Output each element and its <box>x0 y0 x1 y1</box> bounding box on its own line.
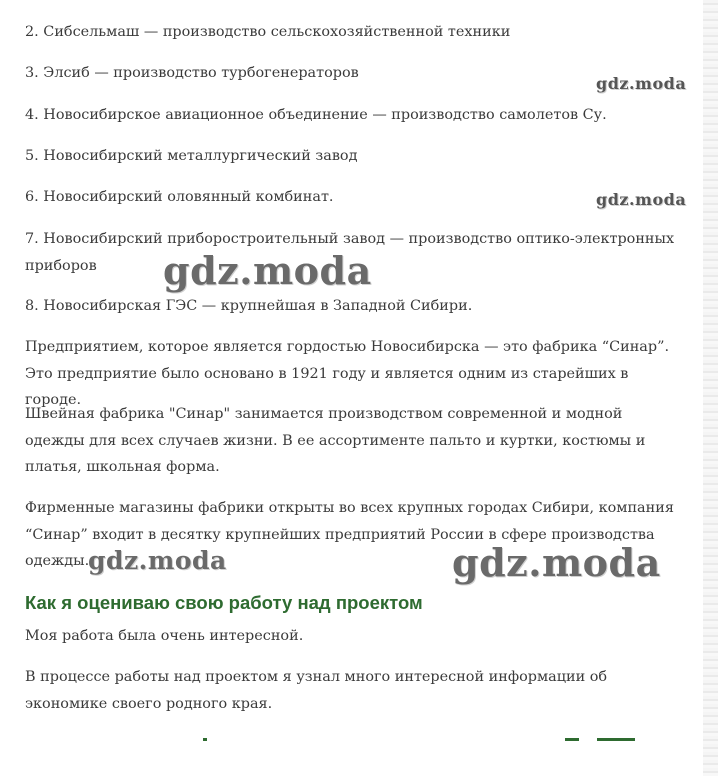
paragraph-sinar-products: Швейная фабрика "Синар" занимается производством современной и модной одежды для всех случаев жизни. В ее ассортименте пальто и куртки, костюмы и платья, школьная форма. <box>25 406 646 475</box>
watermark-logo: gdz.moda <box>163 248 372 293</box>
list-item-3: 3. Элсиб — производство турбогенераторов <box>25 65 359 81</box>
list-item-4: 4. Новосибирское авиационное объединение — производство самолетов Су. <box>25 107 607 123</box>
page-edge-shadow <box>703 0 718 776</box>
watermark-logo: gdz.moda <box>596 74 687 93</box>
list-item-7: 7. Новосибирский приборостроительный завод — производство оптико-электронных приборов <box>25 231 675 274</box>
list-item-6: 6. Новосибирский оловянный комбинат. <box>25 189 334 205</box>
watermark-logo: gdz.moda <box>596 190 687 209</box>
paragraph-sinar-stores: Фирменные магазины фабрики открыты во всех крупных городах Сибири, компания “Синар” входит в десятку крупнейших предприятий России в сфере производства одежды. <box>25 500 674 569</box>
list-item-2: 2. Сибсельмаш — производство сельскохозяйственной техники <box>25 24 511 40</box>
watermark-logo: gdz.moda <box>452 540 661 585</box>
list-item-8: 8. Новосибирская ГЭС — крупнейшая в Западной Сибири. <box>25 298 473 314</box>
paragraph-sinar-intro: Предприятием, которое является гордостью Новосибирска — это фабрика “Синар”. Это предприятие было основано в 1921 году и является одним из старейших в городе. <box>25 339 670 408</box>
cut-off-heading-fragment <box>25 738 635 742</box>
section-heading: Как я оцениваю свою работу над проектом <box>25 592 423 613</box>
conclusion-line-1: Моя работа была очень интересной. <box>25 628 304 644</box>
watermark-logo: gdz.moda <box>88 546 227 575</box>
list-item-5: 5. Новосибирский металлургический завод <box>25 148 358 164</box>
conclusion-line-2: В процессе работы над проектом я узнал много интересной информации об экономике своего родного края. <box>25 669 608 712</box>
